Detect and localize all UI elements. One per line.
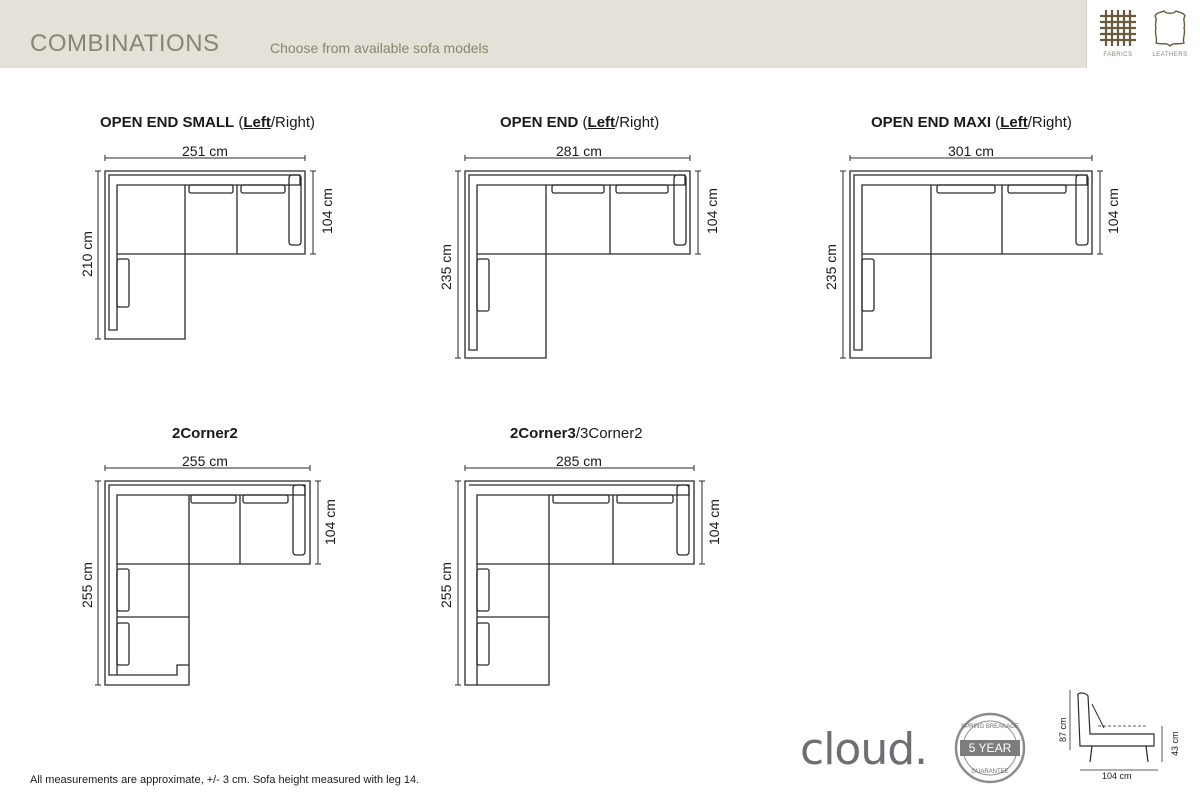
materials-fabrics[interactable] <box>1093 8 1143 58</box>
model-name: 2Corner2 <box>172 425 238 442</box>
header-band <box>0 0 1086 68</box>
sofa-plan-2corner2 <box>95 465 330 690</box>
seat-depth-dimension: 104 cm <box>319 188 335 234</box>
materials-leathers[interactable] <box>1145 8 1195 58</box>
sofa-plan-open-end-small <box>95 155 325 345</box>
model-left-option: Left <box>587 114 616 131</box>
sofa-plan-open-end <box>455 155 705 365</box>
seat-depth-dimension: 104 cm <box>1105 188 1121 234</box>
side-depth-dimension: 104 cm <box>1102 771 1132 781</box>
fabric-weave-icon <box>1098 8 1138 48</box>
model-variant: /3Corner2 <box>575 425 643 442</box>
model-right-option: /Right) <box>615 114 660 131</box>
page-title: COMBINATIONS <box>30 30 220 57</box>
model-right-option: /Right) <box>1027 114 1072 131</box>
width-dimension: 285 cm <box>556 453 602 469</box>
guarantee-top-text: SPRING BREAKAGE <box>961 724 1019 730</box>
model-left-option: Left <box>1000 114 1028 131</box>
leather-hide-icon <box>1150 8 1190 48</box>
side-view-diagram <box>1058 690 1198 790</box>
guarantee-main-text: 5 YEAR <box>960 740 1020 756</box>
seat-depth-dimension: 104 cm <box>706 499 722 545</box>
guarantee-bottom-text: GUARANTEE <box>971 769 1009 775</box>
model-left-option: Left <box>243 114 271 131</box>
brand-logo: cloud. <box>800 724 928 775</box>
side-height-dimension: 87 cm <box>1058 717 1068 742</box>
depth-dimension: 255 cm <box>438 562 454 608</box>
model-name: OPEN END <box>500 114 579 131</box>
model-title-open-end-maxi <box>871 114 1072 131</box>
model-paren: ( <box>578 114 588 131</box>
side-seat-height-dimension: 43 cm <box>1170 731 1180 756</box>
fabrics-label: FABRICS <box>1103 52 1133 58</box>
depth-dimension: 210 cm <box>79 231 95 277</box>
width-dimension: 301 cm <box>948 143 994 159</box>
seat-depth-dimension: 104 cm <box>704 188 720 234</box>
model-title-open-end <box>500 114 659 131</box>
model-title-2corner2 <box>172 425 238 442</box>
model-name: OPEN END SMALL <box>100 114 235 131</box>
width-dimension: 251 cm <box>182 143 228 159</box>
depth-dimension: 235 cm <box>823 244 839 290</box>
model-name: 2Corner3 <box>510 425 576 442</box>
model-title-open-end-small <box>100 114 315 131</box>
model-paren: ( <box>234 114 244 131</box>
depth-dimension: 255 cm <box>79 562 95 608</box>
depth-dimension: 235 cm <box>438 244 454 290</box>
width-dimension: 255 cm <box>182 453 228 469</box>
materials-panel <box>1086 0 1200 68</box>
sofa-plan-open-end-maxi <box>840 155 1105 365</box>
sofa-plan-2corner3 <box>455 465 710 690</box>
model-right-option: /Right) <box>270 114 316 131</box>
model-paren: ( <box>991 114 1001 131</box>
seat-depth-dimension: 104 cm <box>322 499 338 545</box>
page-subtitle: Choose from available sofa models <box>270 40 489 56</box>
footnote: All measurements are approximate, +/- 3 cm. Sofa height measured with leg 14. <box>30 774 420 786</box>
width-dimension: 281 cm <box>556 143 602 159</box>
model-title-2corner3 <box>510 425 643 442</box>
leathers-label: LEATHERS <box>1152 52 1188 58</box>
model-name: OPEN END MAXI <box>871 114 992 131</box>
